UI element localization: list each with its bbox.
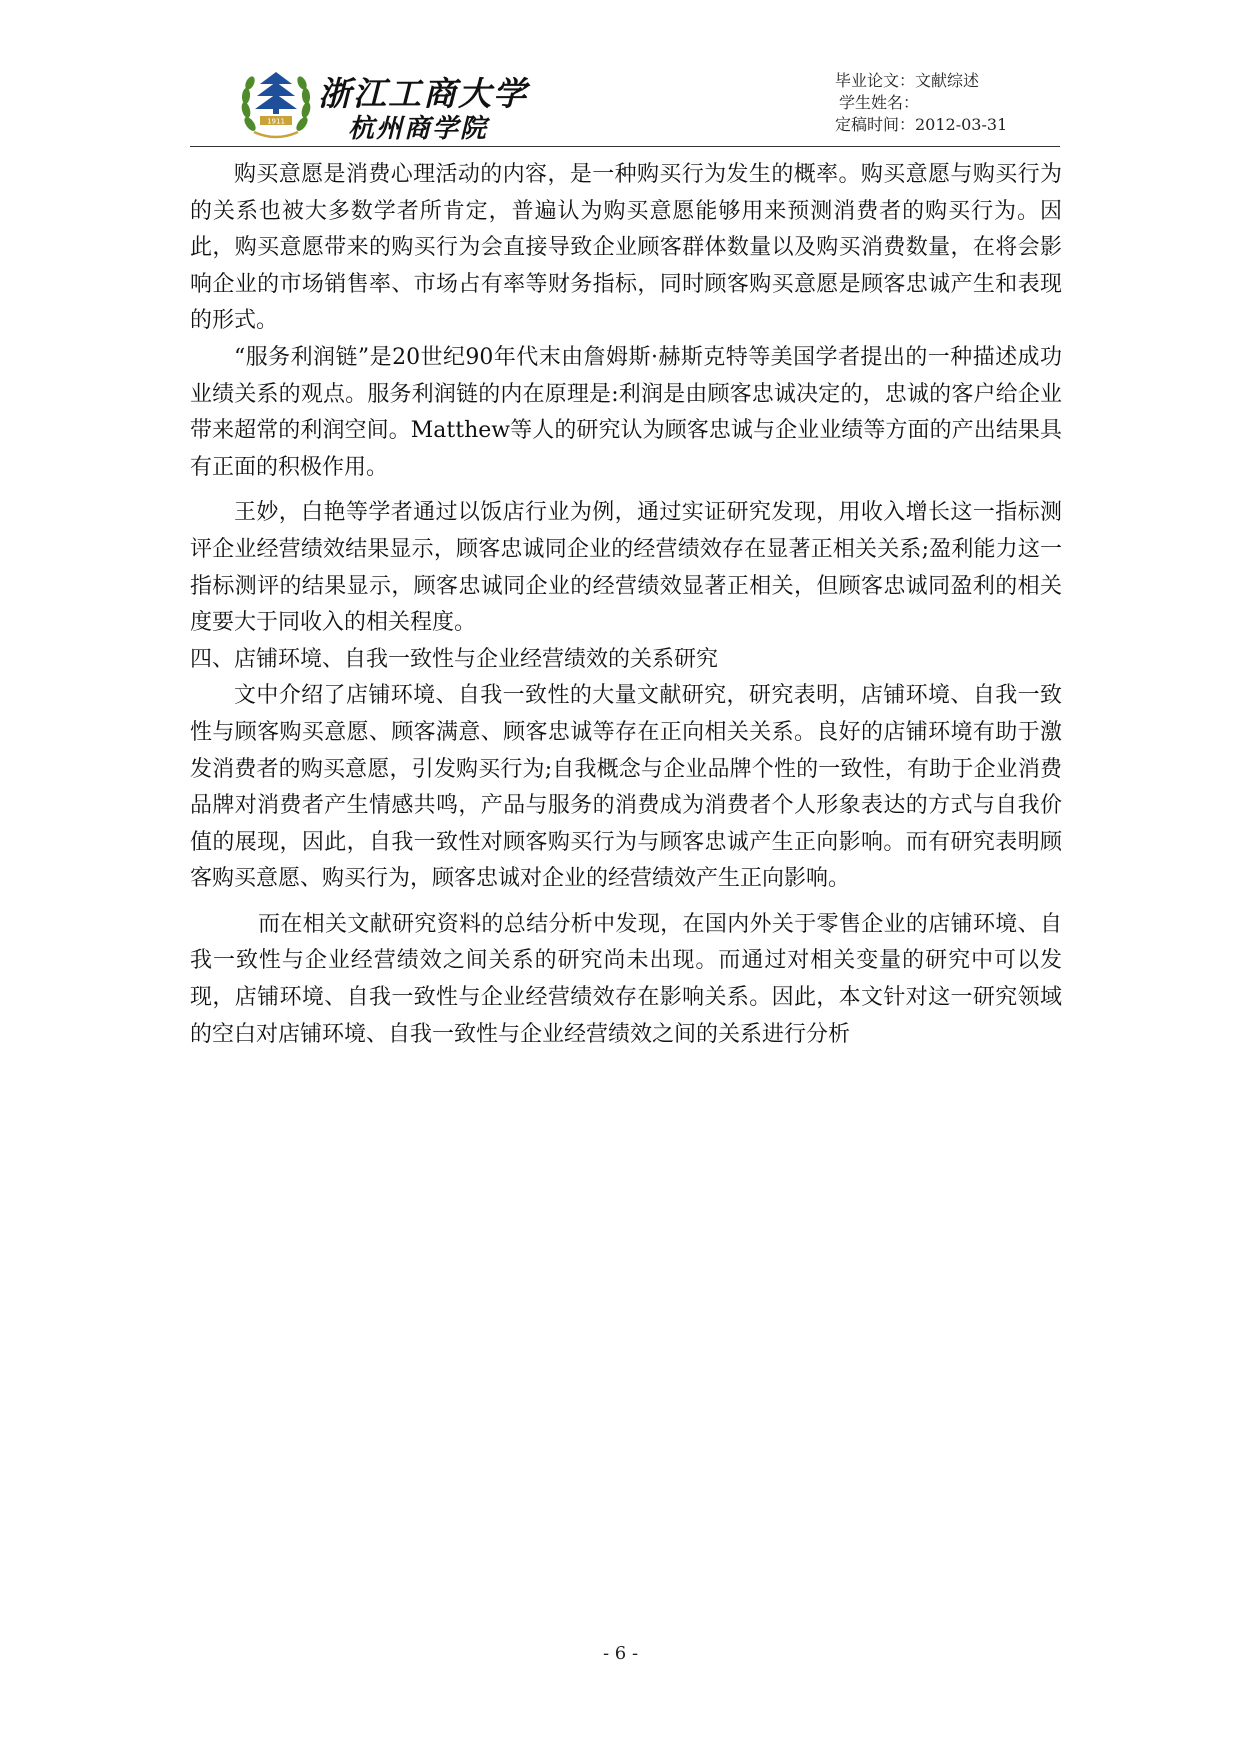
body-text [190,157,1062,1053]
final-date: 定稿时间：2012-03-31 [835,115,1008,134]
thesis-type: 毕业论文：文献综述 [835,71,980,90]
paragraph: 王妙，白艳等学者通过以饭店行业为例，通过实证研究发现，用收入增长这一指标测评企业经营绩效结果显示，顾客忠诚同企业的经营绩效存在显著正相关关系;盈利能力这一指标测评的结果显示，顾客忠诚同企业的经营绩效显著正相关，但顾客忠诚同盈利的相关度要大于同收入的相关程度。 [190,500,1062,636]
page-number: - 6 - [602,1643,639,1664]
emblem-year: 1911 [267,117,285,126]
paragraph: 购买意愿是消费心理活动的内容，是一种购买行为发生的概率。购买意愿与购买行为的关系也被大多数学者所肯定，普遍认为购买意愿能够用来预测消费者的购买行为。因此，购买意愿带来的购买行为会直接导致企业顾客群体数量以及购买消费数量，在将会影响企业的市场销售率、市场占有率等财务指标，同时顾客购买意愿是顾客忠诚产生和表现的形式。 [190,162,1062,334]
logo-subtitle: 杭州商学院 [348,114,489,144]
document-meta [835,70,1060,136]
student-name: 学生姓名： [839,93,920,112]
university-logo [240,64,550,142]
paragraph: 而在相关文献研究资料的总结分析中发现，在国内外关于零售企业的店铺环境、自我一致性与企业经营绩效之间关系的研究尚未出现。而通过对相关变量的研究中可以发现，店铺环境、自我一致性与企业经营绩效存在影响关系。因此，本文针对这一研究领域的空白对店铺环境、自我一致性与企业经营绩效之间的关系进行分析 [190,911,1062,1047]
paragraph: 文中介绍了店铺环境、自我一致性的大量文献研究，研究表明，店铺环境、自我一致性与顾客购买意愿、顾客满意、顾客忠诚等存在正向相关关系。良好的店铺环境有助于激发消费者的购买意愿，引发购买行为;自我概念与企业品牌个性的一致性，有助于企业消费品牌对消费者产生情感共鸣，产品与服务的消费成为消费者个人形象表达的方式与自我价值的展现，因此，自我一致性对顾客购买行为与顾客忠诚产生正向影响。而有研究表明顾客购买意愿、购买行为，顾客忠诚对企业的经营绩效产生正向影响。 [190,683,1062,892]
paragraph: “服务利润链”是20世纪90年代末由詹姆斯·赫斯克特等美国学者提出的一种描述成功业绩关系的观点。服务利润链的内在原理是:利润是由顾客忠诚决定的，忠诚的客户给企业带来超常的利润空间。Matthew等人的研究认为顾客忠诚与企业业绩等方面的产出结果具有正面的积极作用。 [190,344,1062,480]
logo-title: 浙江工商大学 [318,74,528,113]
page-header [190,60,1060,147]
section-heading: 四、店铺环境、自我一致性与企业经营绩效的关系研究 [190,646,719,672]
university-emblem-icon [240,64,312,142]
